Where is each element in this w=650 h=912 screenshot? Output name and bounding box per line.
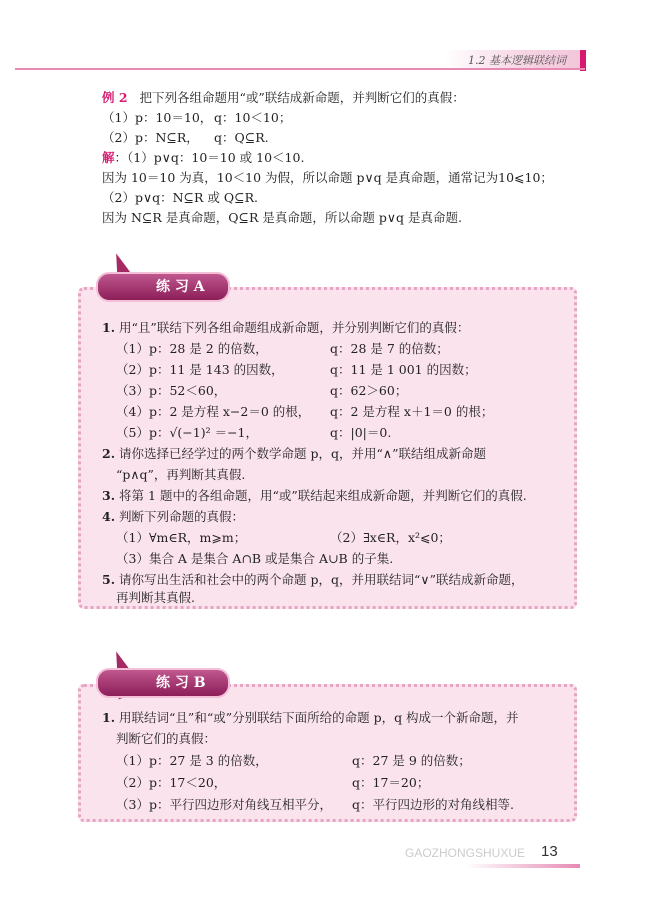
question-number: 5. <box>102 572 116 587</box>
series-name: GAOZHONGSHUXUE <box>405 846 526 860</box>
question-1 <box>102 708 519 726</box>
question-number: 1. <box>102 710 116 725</box>
practice-a-title: 练 习 A <box>156 279 205 295</box>
example-label: 例 2 <box>102 90 128 105</box>
practice-b-badge <box>96 668 230 698</box>
practice-b-title: 练 习 B <box>156 675 206 691</box>
prop-p: （1）p：28 是 2 的倍数， <box>116 341 268 356</box>
item-number: （2） <box>102 130 135 145</box>
prop-p: （5）p：√(−1)² ＝−1， <box>116 425 259 440</box>
question-3 <box>102 486 527 504</box>
prop-q: q：27 是 9 的倍数； <box>352 753 471 768</box>
prop-q: q：平行四边形的对角线相等. <box>352 797 514 812</box>
example-item-1 <box>102 108 212 126</box>
prop-q: q：17＝20； <box>352 775 430 790</box>
prop-q: q：62＞60； <box>330 383 408 398</box>
solution-line-3: （2）p∨q：N⊆R 或 Q⊆R. <box>102 190 258 205</box>
question-5 <box>102 570 523 588</box>
page-number: 13 <box>541 843 558 860</box>
solution-line-4: 因为 N⊆R 是真命题，Q⊆R 是真命题，所以命题 p∨q 是真命题. <box>102 210 462 225</box>
question-text: 用联结词“且”和“或”分别联结下面所给的命题 p，q 构成一个新命题，并 <box>119 710 519 725</box>
question-text-cont: “p∧q”，再判断其真假. <box>116 467 246 482</box>
sub-item: （2）∃x∈R，x²⩽0； <box>330 530 451 545</box>
question-2 <box>102 444 486 462</box>
question-text: 判断下列命题的真假： <box>119 509 245 524</box>
prop-p: （3）p：52＜60， <box>116 383 227 398</box>
question-number: 4. <box>102 509 116 524</box>
item-number: （1） <box>102 110 135 125</box>
prop-q: q：Q⊆R. <box>214 130 269 145</box>
prop-q: q：11 是 1 001 的因数； <box>330 362 477 377</box>
sub-item: （1）∀m∈R，m⩾m； <box>116 530 247 545</box>
solution-line-1 <box>102 148 304 166</box>
prop-p: （3）p：平行四边形对角线互相平分， <box>116 797 332 812</box>
question-4 <box>102 507 244 525</box>
practice-a-badge <box>96 272 230 302</box>
header-rule <box>15 68 585 70</box>
prop-p: p：10＝10， <box>134 110 213 125</box>
sub-item: （3）集合 A 是集合 A∩B 或是集合 A∪B 的子集. <box>116 551 394 566</box>
prop-q: q：2 是方程 x＋1＝0 的根； <box>330 404 494 419</box>
question-text: 请你选择已经学过的两个数学命题 p，q，并用“∧”联结组成新命题 <box>119 446 486 461</box>
section-title: 1.2 基本逻辑联结词 <box>468 54 566 67</box>
prop-q: q：|0|＝0. <box>330 425 392 440</box>
prop-q: q：10＜10； <box>214 110 292 125</box>
prop-p: （1）p：27 是 3 的倍数， <box>116 753 268 768</box>
prop-p: p：N⊆R， <box>134 130 199 145</box>
question-text: 请你写出生活和社会中的两个命题 p，q，并用联结词“∨”联结成新命题， <box>119 572 524 587</box>
footer-accent-bar <box>465 864 580 868</box>
question-text: 将第 1 题中的各组命题，用“或”联结起来组成新命题，并判断它们的真假. <box>119 488 527 503</box>
prop-p: （2）p：11 是 143 的因数， <box>116 362 284 377</box>
question-number: 3. <box>102 488 116 503</box>
question-number: 1. <box>102 320 116 335</box>
question-text-cont: 判断它们的真假： <box>116 731 217 746</box>
question-number: 2. <box>102 446 116 461</box>
solution-line-2: 因为 10＝10 为真，10＜10 为假，所以命题 p∨q 是真命题，通常记为10⩽10； <box>102 170 553 185</box>
prop-p: （2）p：17＜20， <box>116 775 227 790</box>
example-prompt-line <box>102 88 465 106</box>
question-1 <box>102 318 469 336</box>
question-text: 用“且”联结下列各组命题组成新命题，并分别判断它们的真假： <box>119 320 470 335</box>
solution-label: 解 <box>102 150 115 165</box>
prop-q: q：28 是 7 的倍数； <box>330 341 449 356</box>
example-item-2 <box>102 128 199 146</box>
solution-text: ：（1）p∨q：10＝10 或 10＜10. <box>114 150 305 165</box>
prop-p: （4）p：2 是方程 x−2＝0 的根， <box>116 404 311 419</box>
question-text-cont: 再判断其真假. <box>116 590 195 605</box>
example-prompt: 把下列各组命题用“或”联结成新命题，并判断它们的真假： <box>139 90 465 105</box>
